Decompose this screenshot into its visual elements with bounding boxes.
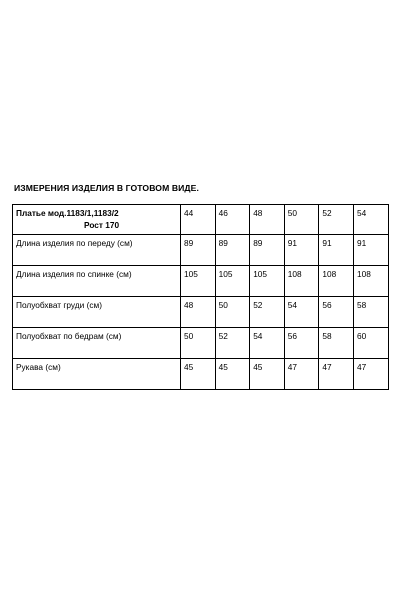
table-cell: 52 <box>215 328 250 359</box>
table-row <box>13 266 389 297</box>
size-header: 44 <box>181 205 216 235</box>
table-header-row <box>13 205 389 235</box>
height-label: Рост 170 <box>84 220 120 230</box>
document-heading: ИЗМЕРЕНИЯ ИЗДЕЛИЯ В ГОТОВОМ ВИДЕ. <box>14 183 199 193</box>
table-cell: 56 <box>284 328 319 359</box>
row-label: Длина изделия по спинке (см) <box>13 266 181 297</box>
table-row <box>13 328 389 359</box>
table-cell: 108 <box>284 266 319 297</box>
table-cell: 50 <box>215 297 250 328</box>
table-cell: 50 <box>181 328 216 359</box>
table-cell: 105 <box>250 266 285 297</box>
table-cell: 58 <box>319 328 354 359</box>
size-header: 50 <box>284 205 319 235</box>
table-cell: 89 <box>181 235 216 266</box>
table-cell: 54 <box>250 328 285 359</box>
table-cell: 47 <box>284 359 319 390</box>
table-cell: 48 <box>181 297 216 328</box>
row-label: Полуобхват груди (см) <box>13 297 181 328</box>
table-cell: 45 <box>250 359 285 390</box>
table-cell: 91 <box>284 235 319 266</box>
table-cell: 54 <box>284 297 319 328</box>
table-row <box>13 359 389 390</box>
table-cell: 47 <box>319 359 354 390</box>
measurements-table <box>12 204 389 390</box>
row-label: Рукава (см) <box>13 359 181 390</box>
row-label: Полуобхват по бедрам (см) <box>13 328 181 359</box>
table-row <box>13 235 389 266</box>
table-cell: 89 <box>250 235 285 266</box>
size-header: 48 <box>250 205 285 235</box>
table-cell: 91 <box>319 235 354 266</box>
table-cell: 108 <box>319 266 354 297</box>
size-header: 52 <box>319 205 354 235</box>
table-cell: 58 <box>353 297 388 328</box>
size-header: 54 <box>353 205 388 235</box>
model-label: Платье мод.1183/1,1183/2 <box>16 208 119 218</box>
table-cell: 45 <box>215 359 250 390</box>
table-cell: 108 <box>353 266 388 297</box>
table-cell: 56 <box>319 297 354 328</box>
size-header: 46 <box>215 205 250 235</box>
table-cell: 105 <box>181 266 216 297</box>
table-cell: 105 <box>215 266 250 297</box>
table-cell: 47 <box>353 359 388 390</box>
table-cell: 89 <box>215 235 250 266</box>
table-row <box>13 297 389 328</box>
table-cell: 52 <box>250 297 285 328</box>
model-cell <box>13 205 181 235</box>
row-label: Длина изделия по переду (см) <box>13 235 181 266</box>
table-cell: 91 <box>353 235 388 266</box>
table-cell: 45 <box>181 359 216 390</box>
table-cell: 60 <box>353 328 388 359</box>
